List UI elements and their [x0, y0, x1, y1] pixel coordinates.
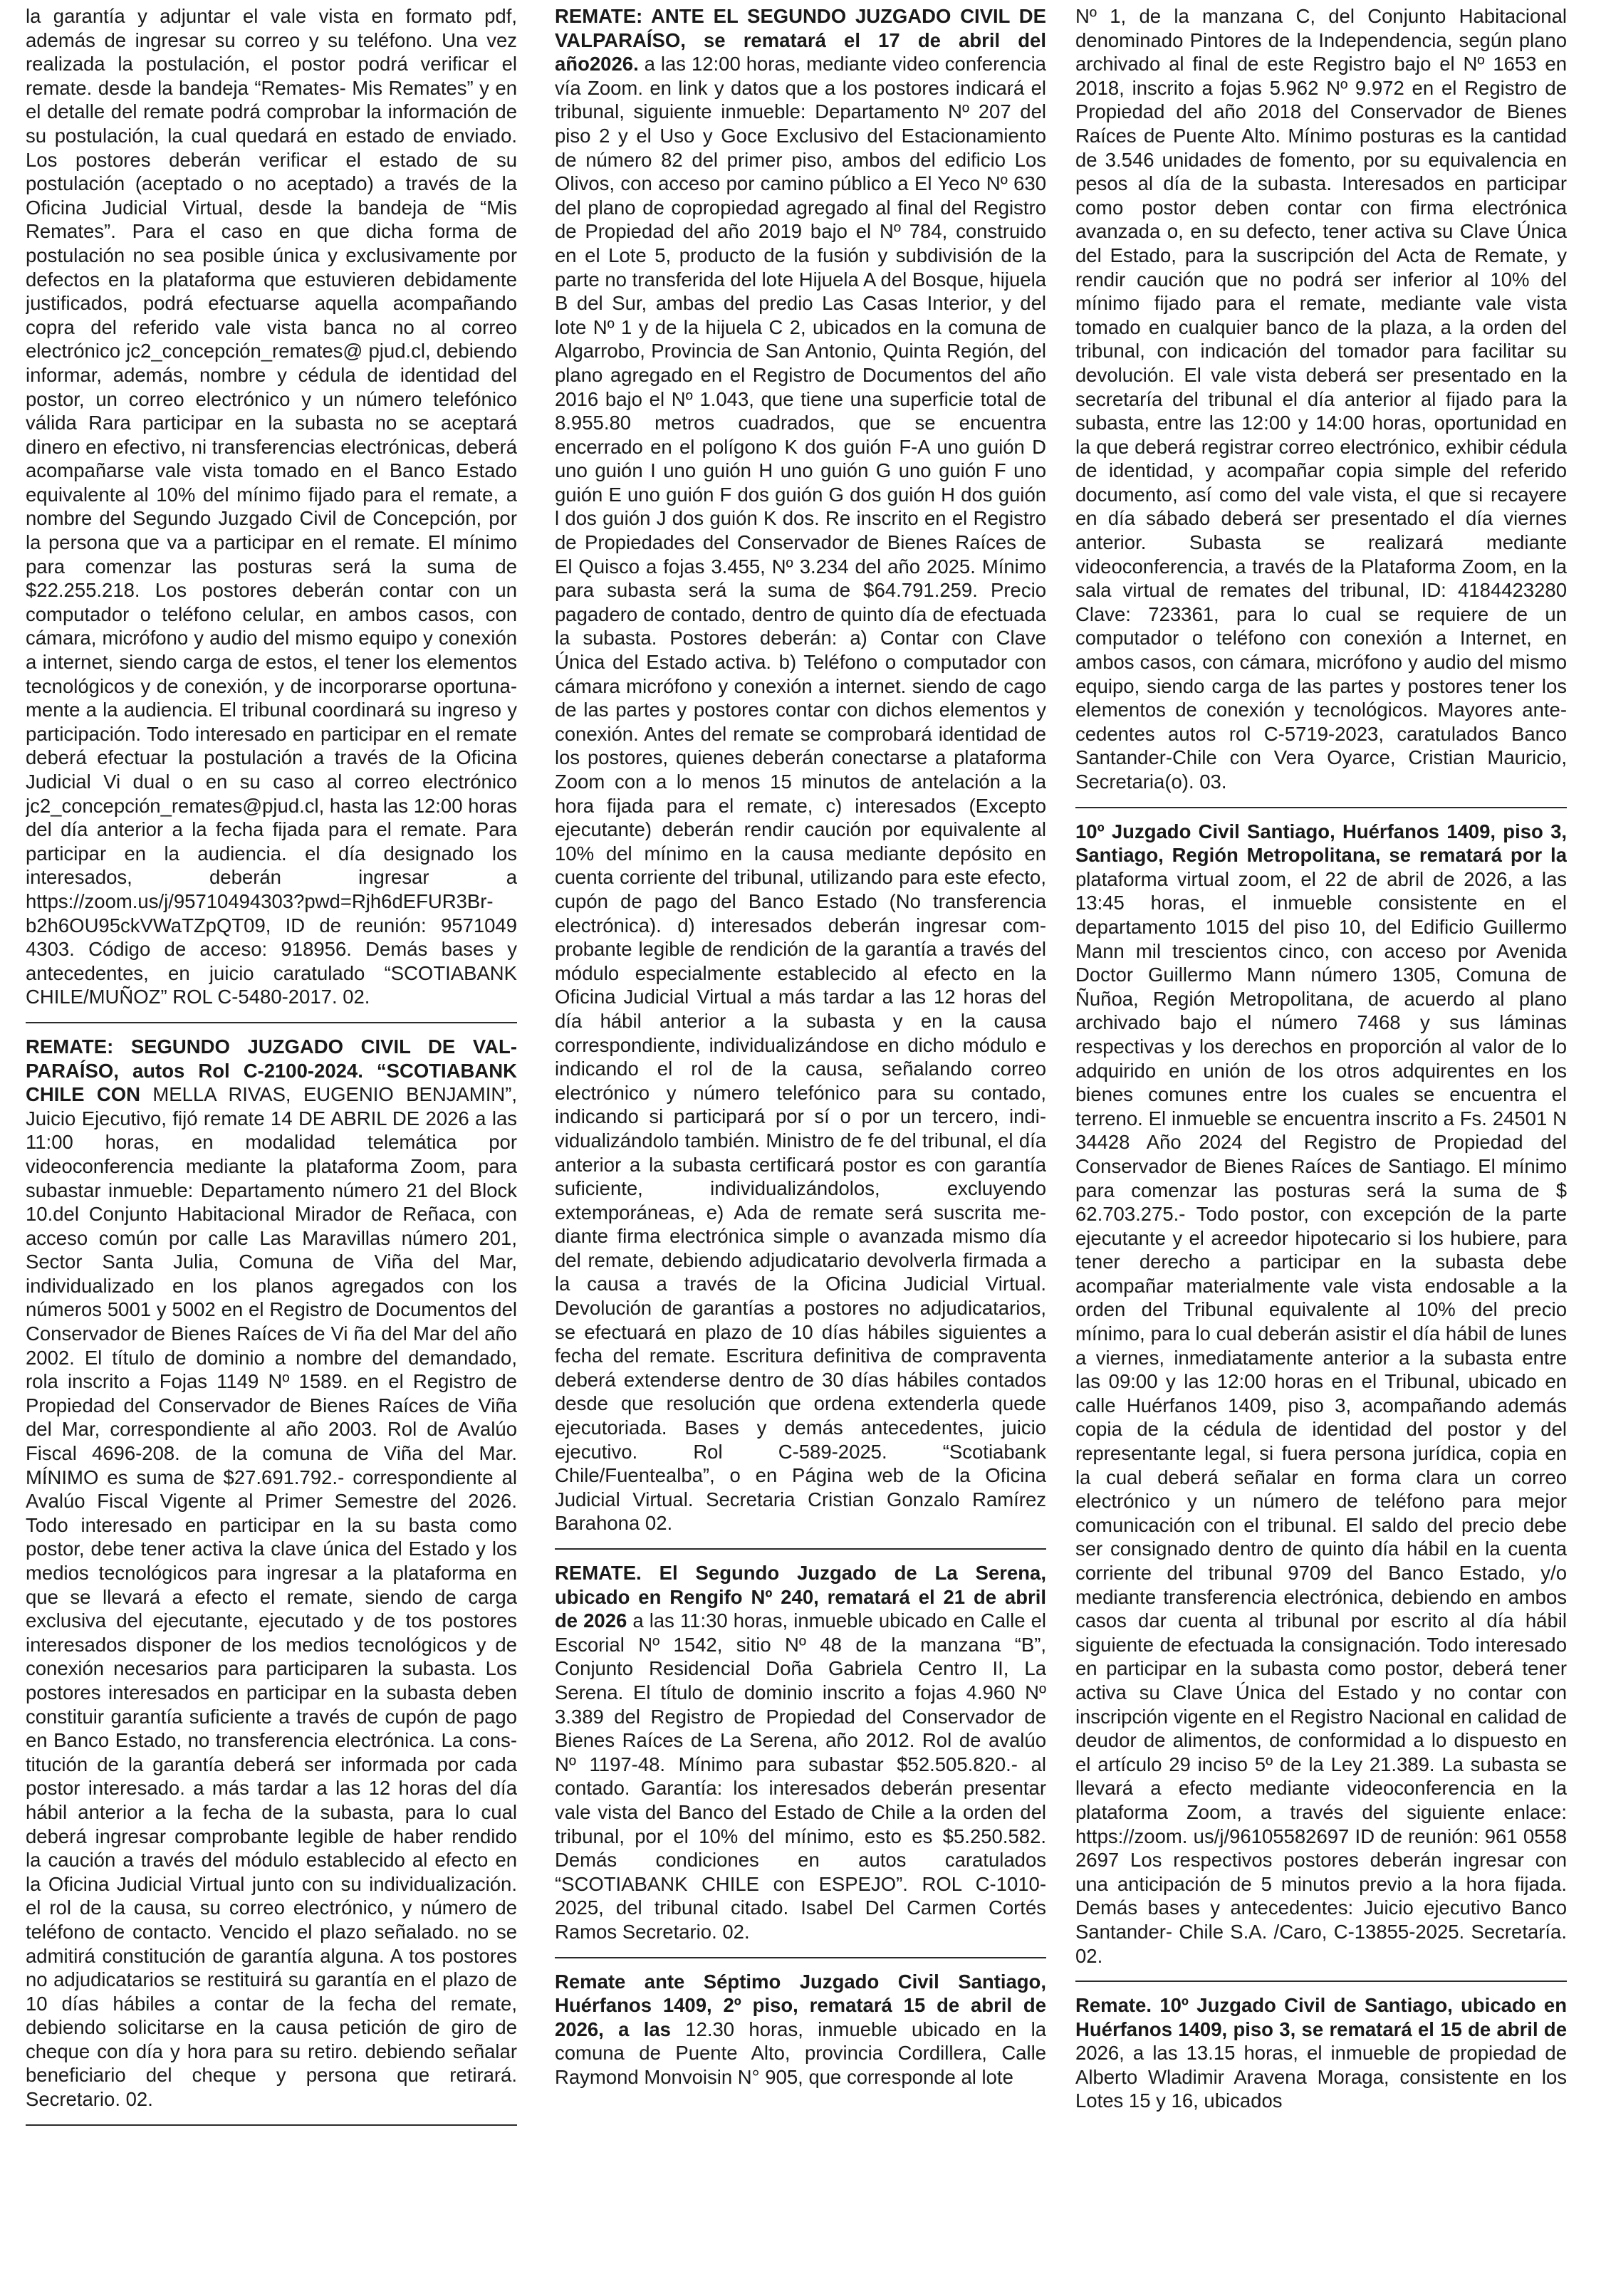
notice-heading: REMATE: ANTE EL SEGUNDO JUZGADO CIVIL DE VALPARAÍSO, se rematará el 17 de abril del año2026. [555, 5, 1046, 75]
notice-valparaiso-c2100-2024 [26, 1035, 517, 2112]
notice-body: 2026, a las 13.15 horas, el inmueble de propiedad de Alberto Wladimir Aravena Moraga, consistente en los Lotes 15 y 16, ubicados [1075, 2042, 1567, 2112]
notice-divider [555, 1548, 1046, 1550]
newspaper-page [26, 4, 1575, 2290]
notice-body: plataforma virtual zoom, el 22 de abril de 2026, a las 13:45 horas, el inmueble consistente en el departamento 1015 del piso 10, del Edificio Guillermo Mann mil trescientos cinco, con acceso por Avenida Doctor Guillermo Mann número 1305, Comuna de Ñuñoa, Región Metropolitana, de acuerdo al plano archivado bajo el número 7468 y sus láminas respectivas y los derechos en proporción al valor de lo adquirido en unión de los otros adquirentes en los bienes comunes entre los cuales se encuentra el terreno. El inmueble se encuentra inscrito a Fs. 24501 N 34428 Año 2024 del Registro de Propiedad del Conservador de Bienes Raíces de Santiago. El mínimo para comenzar las posturas será la suma de $ 62.703.275.- Todo postor, con excepción de la parte ejecutante y el acreedor hipotecario si los hubiere, para tener derecho a participar en la subasta debe acompañar materialmente vale vista endosable a la orden del Tribunal equivalente al 10% del precio mínimo, para lo cual deberán asistir el día hábil de lunes a viernes, inmediatamente anterior a la subasta entre las 09:00 y las 12:00 horas en el Tribunal, ubicado en calle Huérfanos 1409, piso 3, acompañando además copia de la cédula de identidad del postor y del representante legal, si fuera persona jurídica, copia en la cual deberá señalar en forma clara un correo electrónico y un número de teléfono para mejor comunicación con el tribunal. El saldo del precio debe ser consignado dentro de quinto día hábil en la cuenta corriente del tribunal 9709 del Banco Estado, y/o mediante transferencia electrónica, debiendo en ambos casos dar cuenta al tribunal por escrito al día hábil siguiente de efectuada la consignación. Todo interesado en participar en la subasta como postor, deberá tener activa su Clave Única del Estado y no contar con inscripción vigente en el Registro Nacional en calidad de deudor de alimentos, de conformidad a lo dispuesto en el artículo 29 inciso 5º de la Ley 21.389. La subasta se llevará a efecto mediante videoconferencia en la plataforma Zoom, a través del siguiente enlace: https://zoom. us/j/96105582697 ID de reunión: 961 0558 2697 Los respectivos postores deberán ingresar con una anticipación de 5 minutos previo a la hora fijada. Demás bases y antecedentes: Juicio ejecutivo Banco Santander- Chile S.A. /Caro, C-13855-2025. Secretaría. 02. [1075, 867, 1567, 1967]
notice-decimo-juzgado-aravena [1075, 1993, 1567, 2113]
notice-heading: Remate ante Séptimo Juzgado Civil Santiago, Huérfanos 1409, 2º piso, rematará 15 de abril de 2026, a las [555, 1970, 1046, 2040]
notice-heading: Remate. 10º Juzgado Civil de Santiago, ubicado en Huérfanos 1409, piso 3, se rematará el 15 de abril de [1075, 1994, 1567, 2040]
notice-divider [26, 2124, 517, 2126]
notice-heading: REMATE. El Segundo Juzgado de La Serena, ubicado en Rengifo Nº 240, rematará el 21 de abril de 2026 [555, 1562, 1046, 1632]
column-3 [1075, 4, 1567, 2290]
notice-divider [26, 1022, 517, 1023]
notice-body: a las 12:00 horas, mediante video conferencia vía Zoom. en link y datos que a los postores indicará el tribunal, siguiente inmueble: Departamento Nº 207 del piso 2 y el Uso y Goce Exclusivo del Estacionamiento de número 82 del primer piso, ambos del edificio Los Olivos, con acceso por camino público a El Yeco Nº 630 del plano de copropiedad agregado al final del Registro de Propiedad del año 2019 bajo el Nº 784, construido en el Lote 5, producto de la fusión y subdivisión de la parte no transferida del lote Hijuela A del Bosque, hijuela B del Sur, ambas del predio Las Casas Interior, y del lote Nº 1 y de la hijuela C 2, ubicados en la comuna de Algarrobo, Provincia de San Antonio, Quinta Región, del plano agregado en el Registro de Documentos del año 2016 bajo el Nº 1.043, que tiene una superficie total de 8.955.80 metros cuadrados, que se encuentra encerrado en el polígono K dos guión F-A uno guión D uno guión I uno guión H uno guión G uno guión F uno guión E uno guión F dos guión G dos guión H dos guión l dos guión J dos guión K dos. Re inscrito en el Registro de Propiedades del Conservador de Bienes Raíces de El Quisco a fojas 3.455, Nº 3.234 del año 2025. Mínimo para subasta será la suma de $64.791.259. Precio pagadero de contado, dentro de quinto día de efectuada la subasta. Postores deberán: a) Contar con Clave Única del Estado activa. b) Teléfono o computador con cámara micrófono y conexión a internet. siendo de cago de las partes y postores contar con dichos elementos y conexión. Antes del remate se comprobará identidad de los postores, quienes deberán conectarse a plataforma Zoom con a lo menos 15 minutos de antelación a la hora fijada para el remate, c) interesados (Excepto ejecutante) deberán rendir caución por equivalente al 10% del mínimo en la causa mediante depósito en cuenta corriente del tribunal, utilizando para este efecto, cupón de pago del Banco Estado (No transferencia electrónica). d) interesados deberán ingresar comprobante legible de rendición de la garantía a través del módulo especialmente establecido al efecto en la Oficina Judicial Virtual a más tardar a las 12 horas del día hábil anterior a la subasta y en la causa correspondiente, individualizándose en dicho módulo e indicando el rol de la causa, señalando correo electrónico y número telefónico para su contado, indicando si participará por sí o por un tercero, individualizándolo también. Ministro de fe del tribunal, el día anterior a la subasta certificará postor es con garantía suficiente, individualizándolos, excluyendo extemporáneas, e) Ada de remate será suscrita mediante firma electrónica simple o avanzada mismo día del remate, debiendo adjudicatario devolverla firmada a la causa a través de la Oficina Judicial Virtual. Devolución de garantías a postores no adjudicatarios, se efectuará en plazo de 10 días hábiles siguientes a fecha del remate. Escritura definitiva de compraventa deberá extenderse dentro de 30 días hábiles contados desde que resolución que ordena extenderla quede ejecutoriada. Bases y demás antecedentes, juicio ejecutivo. Rol C-589-2025. “Scotiabank Chile/Fuentealba”, o en Página web de la Oficina Judicial Virtual. Secretaria Cristian Gonzalo Ramírez Barahona 02. [555, 53, 1046, 1535]
notice-divider [1075, 807, 1567, 808]
notice-divider [555, 1957, 1046, 1958]
notice-divider [1075, 1981, 1567, 1982]
column-2 [555, 4, 1046, 2290]
notice-septimo-juzgado-santiago [555, 1970, 1046, 2089]
notice-continuation-concepcion [26, 4, 517, 1009]
notice-la-serena-c1010-2025 [555, 1561, 1046, 1944]
notice-heading: 10º Juzgado Civil Santiago, Huérfanos 1409, piso 3, Santiago, Región Metropolitana, se rematará por la [1075, 820, 1567, 867]
notice-valparaiso-c589-2025 [555, 4, 1046, 1535]
notice-continuation-puente-alto [1075, 4, 1567, 794]
notice-body: 12.30 horas, inmueble ubicado en la comuna de Puente Alto, provincia Cordillera, Calle Raymond Monvoisin N° 905, que corresponde al lote [555, 2018, 1046, 2088]
notice-body: a las 11:30 horas, inmueble ubicado en Calle el Escorial Nº 1542, sitio Nº 48 de la manzana “B”, Conjunto Residencial Doña Gabriela Centro II, La Serena. El título de dominio inscrito a fojas 4.960 Nº 3.389 del Registro de Propiedad del Conservador de Bienes Raíces de La Serena, año 2012. Rol de avalúo Nº 1197-48. Mínimo para subastar $52.505.820.- al contado. Garantía: los interesados deberán presentar vale vista del Banco del Estado de Chile a la orden del tribunal, por el 10% del mínimo, esto es $5.250.582. Demás condiciones en autos caratulados “SCOTIABANK CHILE con ESPEJO”. ROL C-1010-2025, del tribunal citado. Isabel Del Carmen Cortés Ramos Secretario. 02. [555, 1609, 1046, 1943]
notice-decimo-juzgado-nunoa [1075, 820, 1567, 1968]
notice-body: MELLA RIVAS, EUGENIO BENJAMIN”, Juicio Ejecutivo, fijó remate 14 DE ABRIL DE 2026 a las 11:00 horas, en modalidad telemática por videoconferencia mediante la plataforma Zoom, para subastar inmueble: Departamento número 21 del Block 10.del Conjunto Habitacional Mirador de Reñaca, con acceso común por calle Las Maravillas número 201, Sector Santa Julia, Comuna de Viña del Mar, individualizado en los planos agregados con los números 5001 y 5002 en el Registro de Documentos del Conservador de Bienes Raíces de Vi ña del Mar del año 2002. El título de dominio a nombre del demandado, rola inscrito a Fojas 1149 Nº 1589. en el Registro de Propiedad del Conservador de Bienes Raíces de Viña del Mar, correspondiente al año 2003. Rol de Avalúo Fiscal 4696-208. de la comuna de Viña del Mar. MÍNIMO es suma de $27.691.792.- correspondiente al Avalúo Fiscal Vigente al Primer Semestre del 2026. Todo interesado en participar en la su basta como postor, debe tener activa la clave única del Estado y los medios tecnológicos para ingresar a la plataforma en que se llevará a efecto el remate, siendo de carga exclusiva del ejecutante, ejecutado y de tos postores interesados disponer de los medios tecnológicos y de conexión necesarios para participaren la subasta. Los postores interesados en participar en la subasta deben constituir garantía suficiente a través de cupón de pago en Banco Estado, no transferencia electrónica. La constitución de la garantía deberá ser informada por cada postor interesado. a más tardar a las 12 horas del día hábil anterior a la fecha de la subasta, para lo cual deberá ingresar comprobante legible de haber rendido la caución a través del módulo establecido al efecto en la Oficina Judicial Virtual junto con su individualización. el rol de la causa, su correo electrónico, y número de teléfono de contacto. Vencido el plazo señalado. no se admitirá constitución de garantía alguna. A tos postores no adjudicatarios se restituirá su garantía en el plazo de 10 días hábiles a contar de la fecha del remate, debiendo solicitarse en la causa petición de giro de cheque con día y hora para su retiro. debiendo señalar beneficiario del cheque y persona que retirará. Secretario. 02. [26, 1083, 517, 2111]
notice-body: la garantía y adjuntar el vale vista en formato pdf, además de ingresar su correo y su teléfono. Una vez realizada la postulación, el postor podrá verificar el remate. desde la bandeja “Remates- Mis Remates” y en el detalle del remate podrá comprobar la información de su postulación, la cual quedará en estado de enviado. Los postores deberán verificar el estado de su postulación (aceptado o no aceptado) a través de la Oficina Judicial Virtual, desde la bandeja de “Mis Remates”. Para el caso en que dicha forma de postulación no sea posible única y exclusivamente por defectos en la plataforma que estuvieren debidamente justificados, podrá efectuarse aquella acompañando copra del referido vale vista banca no al correo electrónico jc2_concepción_remates@ pjud.cl, debiendo informar, además, nombre y cédula de identidad del postor, un correo electrónico y un número telefónico válida Rara participar en la subasta no se aceptará dinero en efectivo, ni transferencias electrónicas, deberá acompañarse vale vista tomado en el Banco Estado equivalente al 10% del mínimo fijado para el remate, a nombre del Segundo Juzgado Civil de Concepción, por la persona que va a participar en el remate. El mínimo para comenzar las posturas será la suma de $22.255.218. Los postores deberán contar con un computador o teléfono celular, en ambos casos, con cámara, micrófono y audio del mismo equipo y conexión a internet, siendo carga de estos, el tener los elementos tecnológicos y de conexión, y de incorporarse oportunamente a la audiencia. El tribunal coordinará su ingreso y participación. Todo interesado en participar en el remate deberá efectuar la postulación a través de la Oficina Judicial Vi dual o en su caso al correo electrónico jc2_concepción_remates@pjud.cl, hasta las 12:00 horas del día anterior a la fecha fijada para el remate. Para participar en la audiencia. el día designado los interesados, deberán ingresar a https://zoom.us/j/95710494303?pwd=Rjh6dEFUR3Br-b2h6OU95ckVWaTZpQT09, ID de reunión: 9571049 4303. Código de acceso: 918956. Demás bases y antecedentes, en juicio caratulado “SCOTIABANK CHILE/MUÑOZ” ROL C-5480-2017. 02. [26, 5, 517, 1008]
column-1 [26, 4, 517, 2290]
notice-heading: REMATE: SEGUNDO JUZGADO CIVIL DE VALPARAÍSO, autos Rol C-2100-2024. “SCOTIABANK CHILE CON [26, 1035, 517, 1106]
notice-body: Nº 1, de la manzana C, del Conjunto Habitacional denominado Pintores de la Independencia, según plano archivado al final de este Registro bajo el Nº 1653 en 2018, inscrito a fojas 5.962 Nº 9.972 en el Registro de Propiedad del año 2018 del Conservador de Bienes Raíces de Puente Alto. Mínimo posturas es la cantidad de 3.546 unidades de fomento, por su equivalencia en pesos al día de la subasta. Interesados en participar como postor deben contar con firma electrónica avanzada o, en su defecto, tener activa su Clave Única del Estado, para la suscripción del Acta de Remate, y rendir caución que no podrá ser inferior al 10% del mínimo fijado para el remate, mediante vale vista tomado en cualquier banco de la plaza, a la orden del tribunal, con indicación del tomador para facilitar su devolución. El vale vista deberá ser presentado en la secretaría del tribunal el día anterior al fijado para la subasta, entre las 12:00 y 14:00 horas, oportunidad en la que deberá registrar correo electrónico, exhibir cédula de identidad, y acompañar copia simple del referido documento, así como del vale vista, el que si recayere en día sábado deberá ser presentado el día viernes anterior. Subasta se realizará mediante videoconferencia, a través de la Plataforma Zoom, en la sala virtual de remates del tribunal, ID: 4184423280 Clave: 723361, para lo cual se requiere de un computador o teléfono con conexión a Internet, en ambos casos, con cámara, micrófono y audio del mismo equipo, siendo carga de las partes y postores tener los elementos de conexión y tecnológicos. Mayores antecedentes autos rol C-5719-2023, caratulados Banco Santander-Chile con Vera Oyarce, Cristian Mauricio, Secretaria(o). 03. [1075, 5, 1567, 793]
